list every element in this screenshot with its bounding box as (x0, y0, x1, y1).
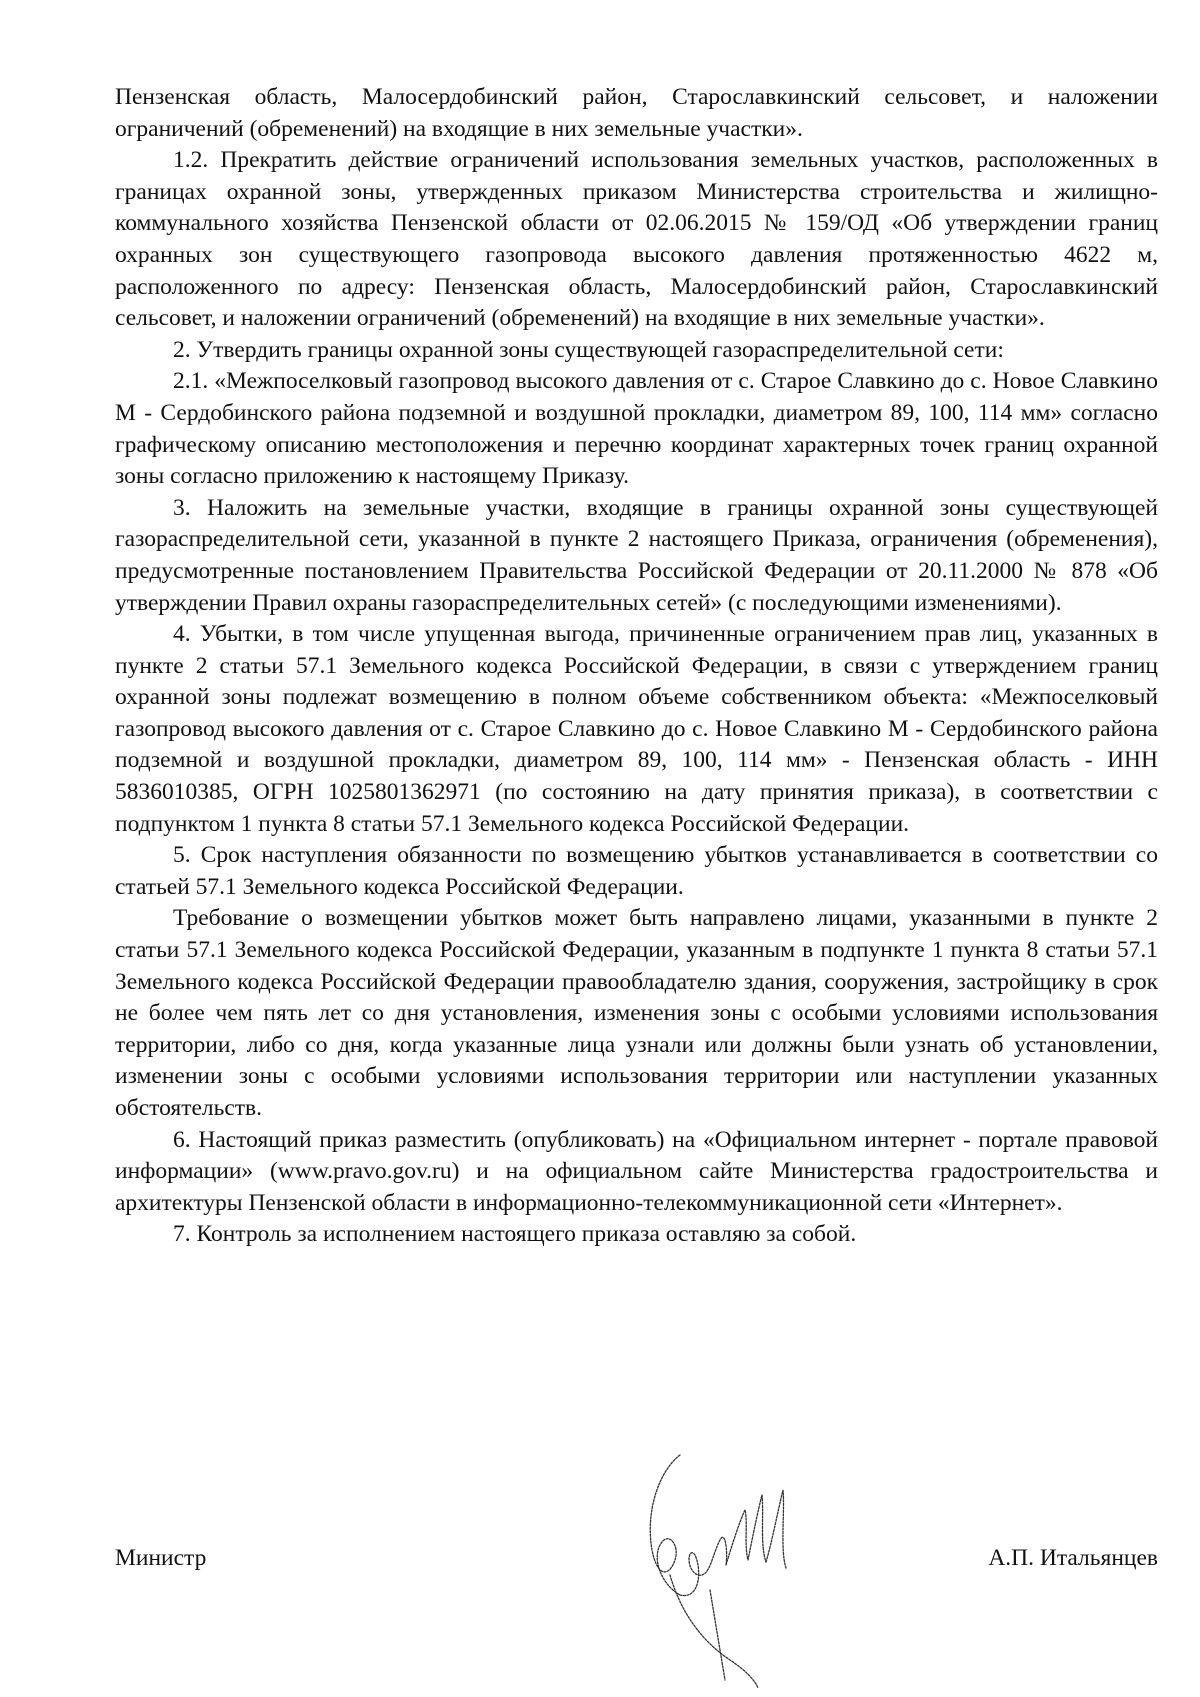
paragraph-4: 4. Убытки, в том числе упущенная выгода, причиненные ограничением прав лиц, указанных в пункте 2 статьи 57.1 Земельного кодекса Российской Федерации, в связи с утверждением границ охранной зоны подлежат возмещению в полном объеме собственником объекта: «Межпоселковый газопровод высокого давления от с. Старое Славкино до с. Новое Славкино М - Сердобинского района подземной и воздушной прокладки, диаметром 89, 100, 114 мм» - Пензенская область - ИНН 5836010385, ОГРН 1025801362971 (по состоянию на дату принятия приказа), в соответствии с подпунктом 1 пункта 8 статьи 57.1 Земельного кодекса Российской Федерации. (115, 621, 1158, 837)
paragraph-2: 2. Утвердить границы охранной зоны существующей газораспределительной сети: (173, 336, 1004, 363)
paragraph-continuation: Пензенская область, Малосердобинский район, Старославкинский сельсовет, и наложении ограничений (обременений) на входящие в них земельные участки». (115, 84, 1158, 142)
signer-name: А.П. Итальянцев (988, 1545, 1158, 1571)
signer-position: Министр (115, 1545, 207, 1571)
paragraph-1-2: 1.2. Прекратить действие ограничений использования земельных участков, расположенных в границах охранной зоны, утвержденных приказом Министерства строительства и жилищно-коммунального хозяйства Пензенской области от 02.06.2015 № 159/ОД «Об утверждении границ охранных зон существующего газопровода высокого давления протяженностью 4622 м, расположенного по адресу: Пензенская область, Малосердобинский район, Старославкинский сельсовет, и наложении ограничений (обременений) на входящие в них земельные участки». (115, 147, 1158, 332)
paragraph-5-claims: Требование о возмещении убытков может быть направлено лицами, указанными в пункте 2 статьи 57.1 Земельного кодекса Российской Федерации, указанным в подпункте 1 пункта 8 статьи 57.1 Земельного кодекса Российской Федерации правообладателю здания, сооружения, застройщику в срок не более чем пять лет со дня установления, изменения зоны с особыми условиями использования территории, либо со дня, когда указанные лица узнали или должны были узнать об установлении, изменении зоны с особыми условиями использования территории или наступлении указанных обстоятельств. (115, 905, 1158, 1121)
paragraph-7: 7. Контроль за исполнением настоящего приказа оставляю за собой. (173, 1221, 857, 1248)
document-body (115, 82, 1158, 1251)
paragraph-2-1: 2.1. «Межпоселковый газопровод высокого давления от с. Старое Славкино до с. Новое Славкино М - Сердобинского района подземной и воздушной прокладки, диаметром 89, 100, 114 мм» согласно графическому описанию местоположения и перечню координат характерных точек границ охранной зоны согласно приложению к настоящему Приказу. (115, 368, 1158, 490)
paragraph-6: 6. Настоящий приказ разместить (опубликовать) на «Официальном интернет - портале правовой информации» (www.pravo.gov.ru) и на официальном сайте Министерства градостроительства и архитектуры Пензенской области в информационно-телекоммуникационной сети «Интернет». (115, 1126, 1158, 1216)
signature-block (115, 1545, 1158, 1585)
paragraph-3: 3. Наложить на земельные участки, входящие в границы охранной зоны существующей газораспределительной сети, указанной в пункте 2 настоящего Приказа, ограничения (обременения), предусмотренные постановлением Правительства Российской Федерации от 20.11.2000 № 878 «Об утверждении Правил охраны газораспределительных сетей» (с последующими изменениями). (115, 494, 1158, 616)
paragraph-5: 5. Срок наступления обязанности по возмещению убытков устанавливается в соответствии со статьей 57.1 Земельного кодекса Российской Федерации. (115, 842, 1158, 900)
